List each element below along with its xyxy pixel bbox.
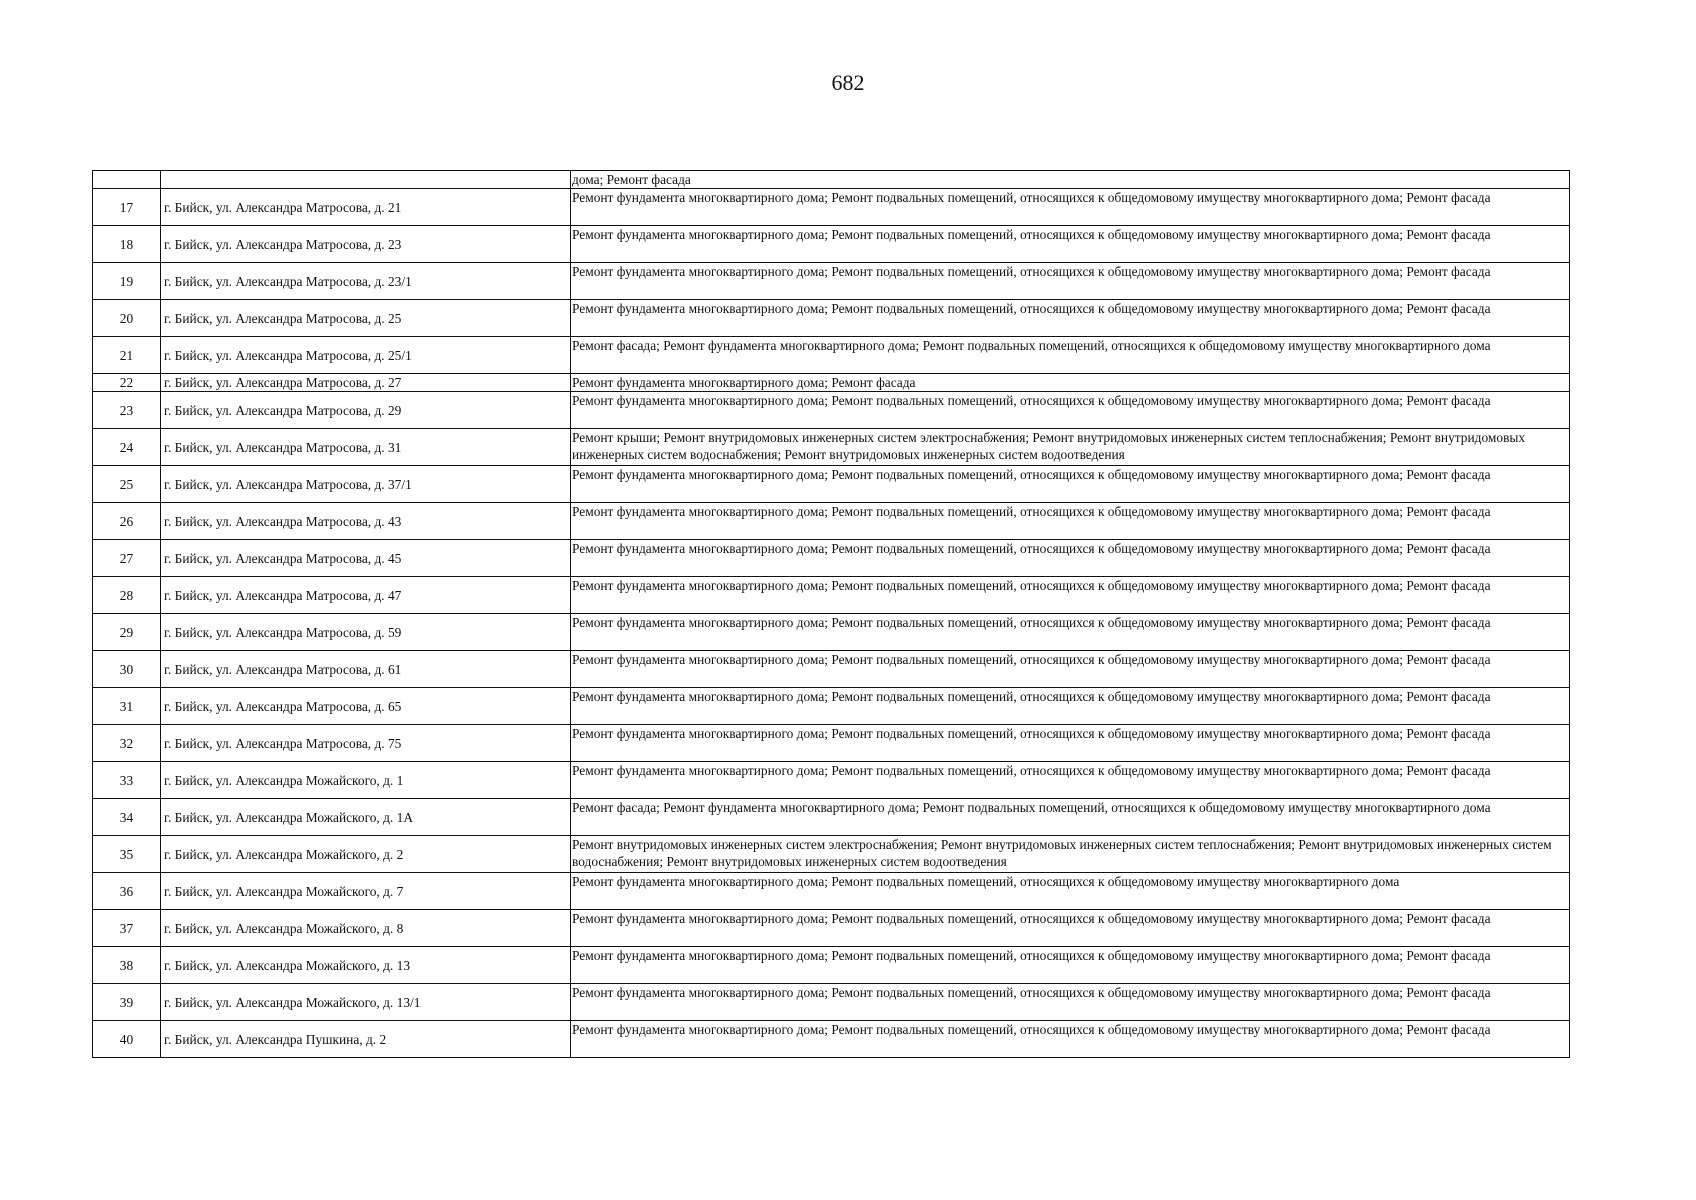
- row-address: г. Бийск, ул. Александра Матросова, д. 23/1: [161, 263, 571, 300]
- table-row: [93, 503, 1570, 540]
- table-row: [93, 374, 1570, 392]
- row-address: г. Бийск, ул. Александра Матросова, д. 61: [161, 651, 571, 688]
- row-number: 28: [93, 577, 161, 614]
- row-works: Ремонт фундамента многоквартирного дома; Ремонт подвальных помещений, относящихся к общедомовому имуществу многоквартирного дома; Ремонт фасада: [571, 577, 1570, 614]
- row-number: 18: [93, 226, 161, 263]
- row-works: Ремонт фундамента многоквартирного дома; Ремонт подвальных помещений, относящихся к общедомовому имуществу многоквартирного дома; Ремонт фасада: [571, 503, 1570, 540]
- row-number: 17: [93, 189, 161, 226]
- row-address: г. Бийск, ул. Александра Матросова, д. 25/1: [161, 337, 571, 374]
- row-address: г. Бийск, ул. Александра Можайского, д. 1: [161, 762, 571, 799]
- table-row: [93, 762, 1570, 799]
- row-number: 36: [93, 873, 161, 910]
- row-address: г. Бийск, ул. Александра Матросова, д. 43: [161, 503, 571, 540]
- row-works: Ремонт фундамента многоквартирного дома; Ремонт подвальных помещений, относящихся к общедомовому имуществу многоквартирного дома; Ремонт фасада: [571, 614, 1570, 651]
- row-address: г. Бийск, ул. Александра Матросова, д. 31: [161, 429, 571, 466]
- row-address: [161, 171, 571, 189]
- row-works: Ремонт фундамента многоквартирного дома; Ремонт подвальных помещений, относящихся к общедомовому имуществу многоквартирного дома; Ремонт фасада: [571, 947, 1570, 984]
- row-works: Ремонт фундамента многоквартирного дома; Ремонт подвальных помещений, относящихся к общедомовому имуществу многоквартирного дома; Ремонт фасада: [571, 1021, 1570, 1058]
- table-row: [93, 189, 1570, 226]
- row-number: 31: [93, 688, 161, 725]
- table-row: [93, 300, 1570, 337]
- row-address: г. Бийск, ул. Александра Можайского, д. 13: [161, 947, 571, 984]
- row-address: г. Бийск, ул. Александра Матросова, д. 65: [161, 688, 571, 725]
- row-address: г. Бийск, ул. Александра Матросова, д. 45: [161, 540, 571, 577]
- continuation-row: [93, 171, 1570, 189]
- row-address: г. Бийск, ул. Александра Матросова, д. 25: [161, 300, 571, 337]
- row-address: г. Бийск, ул. Александра Пушкина, д. 2: [161, 1021, 571, 1058]
- row-address: г. Бийск, ул. Александра Можайского, д. 1А: [161, 799, 571, 836]
- row-address: г. Бийск, ул. Александра Матросова, д. 59: [161, 614, 571, 651]
- table-row: [93, 910, 1570, 947]
- table-row: [93, 614, 1570, 651]
- table-row: [93, 947, 1570, 984]
- table-row: [93, 263, 1570, 300]
- row-number: 24: [93, 429, 161, 466]
- row-address: г. Бийск, ул. Александра Можайского, д. 2: [161, 836, 571, 873]
- row-number: 29: [93, 614, 161, 651]
- row-address: г. Бийск, ул. Александра Матросова, д. 29: [161, 392, 571, 429]
- row-address: г. Бийск, ул. Александра Матросова, д. 21: [161, 189, 571, 226]
- row-number: 23: [93, 392, 161, 429]
- row-number: 39: [93, 984, 161, 1021]
- table-row: [93, 226, 1570, 263]
- table-row: [93, 688, 1570, 725]
- table-row: [93, 836, 1570, 873]
- row-works: Ремонт внутридомовых инженерных систем электроснабжения; Ремонт внутридомовых инженерных систем теплоснабжения; Ремонт внутридомовых инженерных систем водоснабжения; Ремонт внутридомовых инженерных систем водоотведения: [571, 836, 1570, 873]
- row-works: Ремонт фундамента многоквартирного дома; Ремонт подвальных помещений, относящихся к общедомовому имуществу многоквартирного дома; Ремонт фасада: [571, 392, 1570, 429]
- row-number: 34: [93, 799, 161, 836]
- table-row: [93, 337, 1570, 374]
- table-row: [93, 799, 1570, 836]
- row-number: [93, 171, 161, 189]
- row-works: Ремонт фундамента многоквартирного дома; Ремонт подвальных помещений, относящихся к общедомовому имуществу многоквартирного дома; Ремонт фасада: [571, 189, 1570, 226]
- row-address: г. Бийск, ул. Александра Можайского, д. 7: [161, 873, 571, 910]
- row-works: Ремонт фундамента многоквартирного дома; Ремонт подвальных помещений, относящихся к общедомовому имуществу многоквартирного дома; Ремонт фасада: [571, 651, 1570, 688]
- row-address: г. Бийск, ул. Александра Матросова, д. 75: [161, 725, 571, 762]
- row-works: Ремонт фасада; Ремонт фундамента многоквартирного дома; Ремонт подвальных помещений, относящихся к общедомовому имуществу многоквартирного дома: [571, 799, 1570, 836]
- row-number: 27: [93, 540, 161, 577]
- table-row: [93, 540, 1570, 577]
- row-address: г. Бийск, ул. Александра Матросова, д. 47: [161, 577, 571, 614]
- row-number: 26: [93, 503, 161, 540]
- row-works: Ремонт фундамента многоквартирного дома; Ремонт подвальных помещений, относящихся к общедомовому имуществу многоквартирного дома; Ремонт фасада: [571, 725, 1570, 762]
- row-number: 20: [93, 300, 161, 337]
- row-number: 22: [93, 374, 161, 392]
- row-works: Ремонт крыши; Ремонт внутридомовых инженерных систем электроснабжения; Ремонт внутридомовых инженерных систем теплоснабжения; Ремонт внутридомовых инженерных систем водоснабжения; Ремонт внутридомовых инженерных систем водоотведения: [571, 429, 1570, 466]
- row-works: Ремонт фундамента многоквартирного дома; Ремонт подвальных помещений, относящихся к общедомовому имуществу многоквартирного дома: [571, 873, 1570, 910]
- page-number: 682: [831, 70, 865, 95]
- table-row: [93, 651, 1570, 688]
- row-works: Ремонт фундамента многоквартирного дома; Ремонт фасада: [571, 374, 1570, 392]
- row-number: 37: [93, 910, 161, 947]
- row-works: Ремонт фундамента многоквартирного дома; Ремонт подвальных помещений, относящихся к общедомовому имуществу многоквартирного дома; Ремонт фасада: [571, 910, 1570, 947]
- row-address: г. Бийск, ул. Александра Матросова, д. 37/1: [161, 466, 571, 503]
- table-row: [93, 392, 1570, 429]
- row-number: 32: [93, 725, 161, 762]
- row-works: Ремонт фундамента многоквартирного дома; Ремонт подвальных помещений, относящихся к общедомовому имуществу многоквартирного дома; Ремонт фасада: [571, 300, 1570, 337]
- row-address: г. Бийск, ул. Александра Матросова, д. 23: [161, 226, 571, 263]
- table-row: [93, 429, 1570, 466]
- row-number: 38: [93, 947, 161, 984]
- table-row: [93, 725, 1570, 762]
- table-row: [93, 1021, 1570, 1058]
- table-row: [93, 984, 1570, 1021]
- table-row: [93, 577, 1570, 614]
- row-works: Ремонт фундамента многоквартирного дома; Ремонт подвальных помещений, относящихся к общедомовому имуществу многоквартирного дома; Ремонт фасада: [571, 688, 1570, 725]
- table-row: [93, 466, 1570, 503]
- row-works: Ремонт фундамента многоквартирного дома; Ремонт подвальных помещений, относящихся к общедомовому имуществу многоквартирного дома; Ремонт фасада: [571, 540, 1570, 577]
- row-number: 19: [93, 263, 161, 300]
- row-number: 35: [93, 836, 161, 873]
- row-number: 25: [93, 466, 161, 503]
- registry-table-body: [93, 171, 1570, 1058]
- row-works: Ремонт фундамента многоквартирного дома; Ремонт подвальных помещений, относящихся к общедомовому имуществу многоквартирного дома; Ремонт фасада: [571, 762, 1570, 799]
- row-number: 21: [93, 337, 161, 374]
- row-works: Ремонт фундамента многоквартирного дома; Ремонт подвальных помещений, относящихся к общедомовому имуществу многоквартирного дома; Ремонт фасада: [571, 226, 1570, 263]
- row-works: Ремонт фундамента многоквартирного дома; Ремонт подвальных помещений, относящихся к общедомовому имуществу многоквартирного дома; Ремонт фасада: [571, 984, 1570, 1021]
- row-number: 30: [93, 651, 161, 688]
- row-number: 40: [93, 1021, 161, 1058]
- row-address: г. Бийск, ул. Александра Матросова, д. 27: [161, 374, 571, 392]
- row-address: г. Бийск, ул. Александра Можайского, д. 8: [161, 910, 571, 947]
- row-address: г. Бийск, ул. Александра Можайского, д. 13/1: [161, 984, 571, 1021]
- row-number: 33: [93, 762, 161, 799]
- row-works: дома; Ремонт фасада: [571, 171, 1570, 189]
- registry-table: [92, 170, 1570, 1058]
- row-works: Ремонт фундамента многоквартирного дома; Ремонт подвальных помещений, относящихся к общедомовому имуществу многоквартирного дома; Ремонт фасада: [571, 466, 1570, 503]
- row-works: Ремонт фасада; Ремонт фундамента многоквартирного дома; Ремонт подвальных помещений, относящихся к общедомовому имуществу многоквартирного дома: [571, 337, 1570, 374]
- row-works: Ремонт фундамента многоквартирного дома; Ремонт подвальных помещений, относящихся к общедомовому имуществу многоквартирного дома; Ремонт фасада: [571, 263, 1570, 300]
- table-row: [93, 873, 1570, 910]
